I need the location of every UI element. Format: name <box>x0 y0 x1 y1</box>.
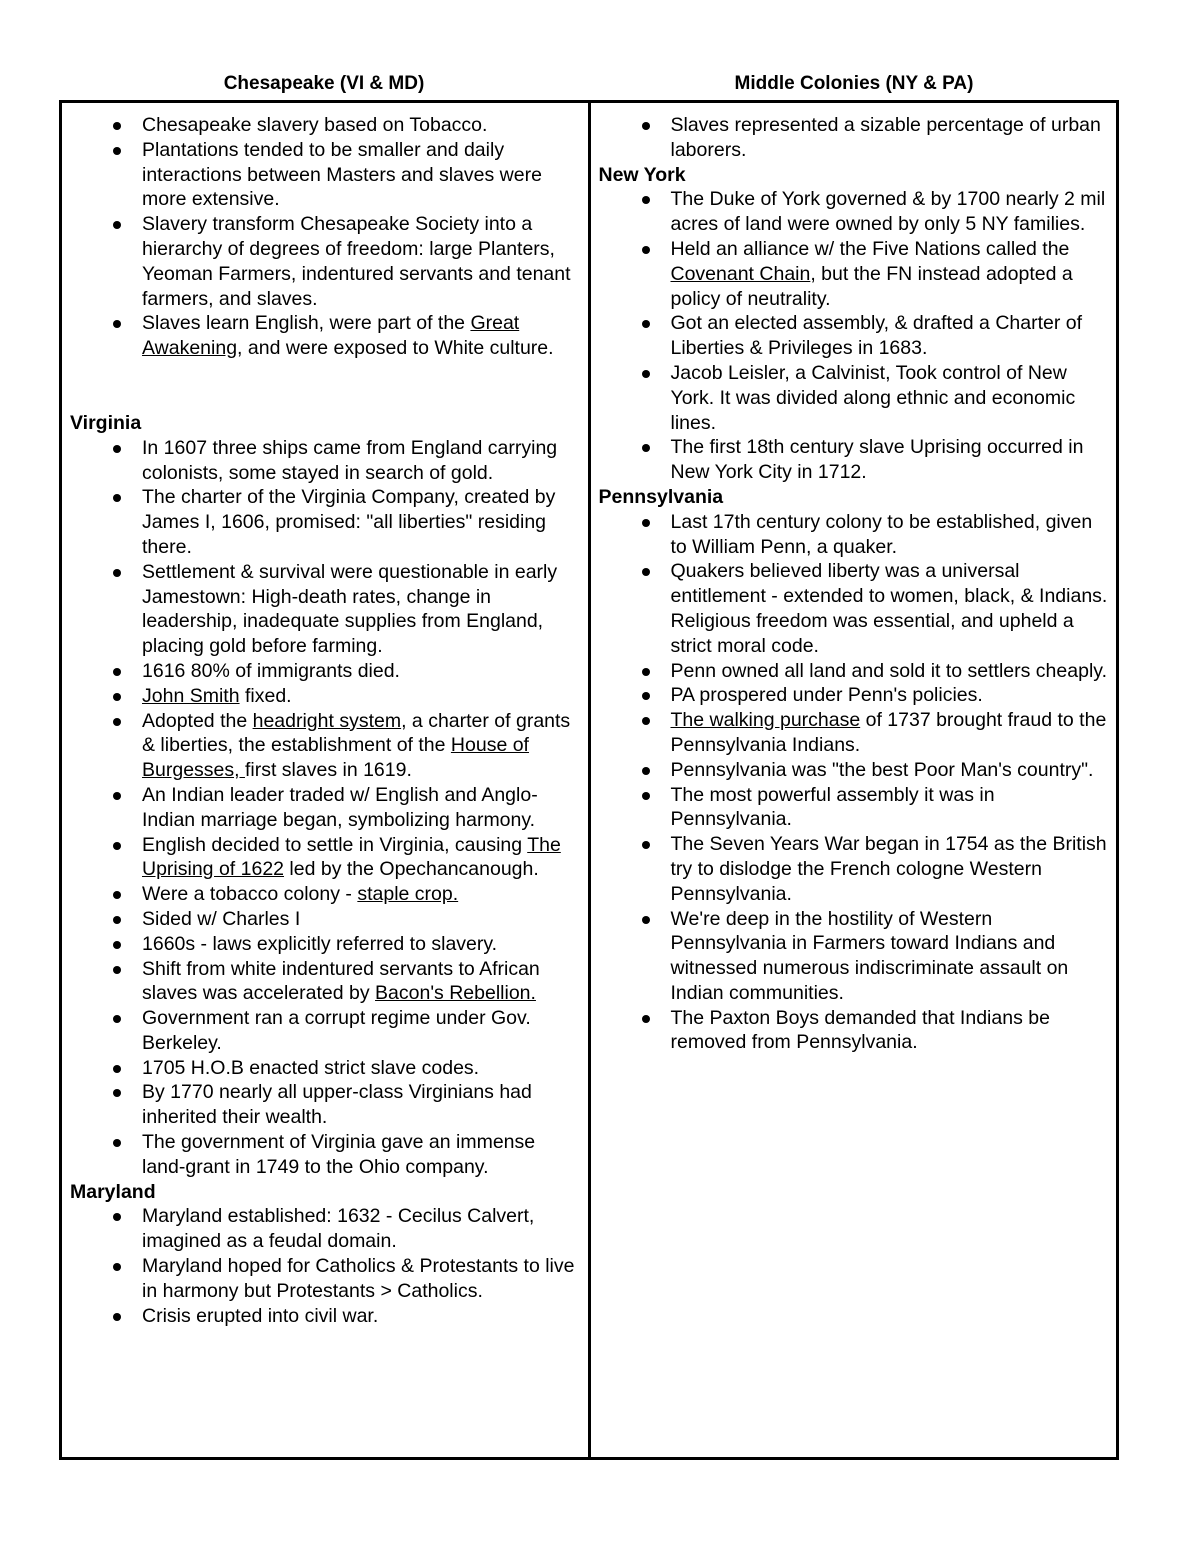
header-chesapeake: Chesapeake (VI & MD) <box>223 73 425 94</box>
middle-colonies-column <box>591 103 1117 1457</box>
list-item: The Duke of York governed & by 1700 nearly 2 mil acres of land were owned by only 5 NY families. <box>599 187 1109 237</box>
text: , but the FN instead adopted a policy of neutrality. <box>670 262 1073 310</box>
middle-intro-list <box>599 113 1109 163</box>
list-item: The first 18th century slave Uprising occurred in New York City in 1712. <box>599 435 1109 485</box>
list-item <box>70 709 580 783</box>
list-item: The Paxton Boys demanded that Indians be removed from Pennsylvania. <box>599 1006 1109 1056</box>
text: Adopted the <box>142 709 253 732</box>
text: of 1737 brought fraud to the Pennsylvania Indians. <box>670 709 1107 756</box>
text: Were a tobacco colony - <box>142 883 358 906</box>
underlined-term: House of Burgesses, <box>142 734 529 782</box>
list-item: The government of Virginia gave an immense land-grant in 1749 to the Ohio company. <box>70 1130 580 1180</box>
chesapeake-column <box>62 103 591 1457</box>
list-item: The most powerful assembly it was in Pennsylvania. <box>599 783 1109 833</box>
list-item: 1705 H.O.B enacted strict slave codes. <box>70 1056 580 1081</box>
list-item <box>70 684 580 709</box>
list-item: The Seven Years War began in 1754 as the British try to dislodge the French cologne Western Pennsylvania. <box>599 832 1109 906</box>
notes-table <box>59 100 1119 1460</box>
list-item: Maryland hoped for Catholics & Protestants to live in harmony but Protestants > Catholics. <box>70 1254 580 1304</box>
text: English decided to settle in Virginia, causing <box>142 833 528 856</box>
list-item: In 1607 three ships came from England carrying colonists, some stayed in search of gold. <box>70 436 580 486</box>
new-york-list <box>599 187 1109 485</box>
list-item: An Indian leader traded w/ English and Anglo-Indian marriage began, symbolizing harmony. <box>70 783 580 833</box>
underlined-term: Bacon's Rebellion. <box>375 982 536 1005</box>
list-item: By 1770 nearly all upper-class Virginians had inherited their wealth. <box>70 1080 580 1130</box>
section-title-virginia: Virginia <box>70 411 142 434</box>
list-item: Quakers believed liberty was a universal entitlement - extended to women, black, & Indians. Religious freedom was essential, and upheld a strict moral code. <box>599 559 1109 658</box>
underlined-term: staple crop. <box>357 883 459 906</box>
list-item: Crisis erupted into civil war. <box>70 1304 580 1329</box>
header-middle-colonies: Middle Colonies (NY & PA) <box>734 73 974 94</box>
list-item: We're deep in the hostility of Western Pennsylvania in Farmers toward Indians and witnessed numerous indiscriminate assault on Indian communities. <box>599 907 1109 1006</box>
text: first slaves in 1619. <box>244 759 412 782</box>
list-item: Got an elected assembly, & drafted a Charter of Liberties & Privileges in 1683. <box>599 311 1109 361</box>
virginia-list <box>70 436 580 1180</box>
text: Slaves learn English, were part of the <box>142 312 471 335</box>
list-item: Jacob Leisler, a Calvinist, Took control of New York. It was divided along ethnic and economic lines. <box>599 361 1109 435</box>
underlined-term: Covenant Chain <box>670 262 811 285</box>
chesapeake-intro-list <box>70 113 580 361</box>
list-item: Sided w/ Charles I <box>70 907 580 932</box>
list-item: Slavery transform Chesapeake Society into a hierarchy of degrees of freedom: large Planters, Yeoman Farmers, indentured servants and tenant farmers, and slaves. <box>70 212 580 311</box>
underlined-term: Great Awakening <box>142 312 520 360</box>
list-item <box>70 833 580 883</box>
text: fixed. <box>239 684 292 707</box>
notes-page <box>59 68 1119 1460</box>
text: , and were exposed to White culture. <box>237 337 554 360</box>
pennsylvania-list <box>599 510 1109 1056</box>
underlined-term: John Smith <box>142 684 240 707</box>
section-title-new-york: New York <box>598 163 686 186</box>
list-item: Pennsylvania was "the best Poor Man's country". <box>599 758 1109 783</box>
text: led by the Opechancanough. <box>284 858 539 881</box>
list-item <box>70 957 580 1007</box>
text: , a charter of grants & liberties, the establishment of the <box>142 709 571 757</box>
list-item: Chesapeake slavery based on Tobacco. <box>70 113 580 138</box>
list-item: Plantations tended to be smaller and daily interactions between Masters and slaves were more extensive. <box>70 138 580 212</box>
list-item: 1616 80% of immigrants died. <box>70 659 580 684</box>
list-item: The charter of the Virginia Company, created by James I, 1606, promised: "all liberties" residing there. <box>70 485 580 559</box>
text: Shift from white indentured servants to African slaves was accelerated by <box>142 957 540 1005</box>
list-item: Settlement & survival were questionable in early Jamestown: High-death rates, change in leadership, inadequate supplies from England, placing gold before farming. <box>70 560 580 659</box>
section-title-maryland: Maryland <box>70 1180 156 1203</box>
list-item: Penn owned all land and sold it to settlers cheaply. <box>599 659 1109 684</box>
list-item <box>599 237 1109 311</box>
list-item: PA prospered under Penn's policies. <box>599 683 1109 708</box>
list-item: 1660s - laws explicitly referred to slavery. <box>70 932 580 957</box>
list-item: Last 17th century colony to be established, given to William Penn, a quaker. <box>599 510 1109 560</box>
underlined-term: The walking purchase <box>670 709 861 732</box>
list-item <box>70 311 580 361</box>
section-title-pennsylvania: Pennsylvania <box>598 485 724 508</box>
text: Held an alliance w/ the Five Nations called the <box>670 237 1070 260</box>
list-item <box>70 882 580 907</box>
list-item <box>599 708 1109 758</box>
column-headers <box>59 68 1119 100</box>
list-item: Maryland established: 1632 - Cecilus Calvert, imagined as a feudal domain. <box>70 1204 580 1254</box>
underlined-term: headright system <box>252 709 402 732</box>
list-item: Slaves represented a sizable percentage of urban laborers. <box>599 113 1109 163</box>
spacer <box>70 361 580 411</box>
list-item: Government ran a corrupt regime under Gov. Berkeley. <box>70 1006 580 1056</box>
maryland-list <box>70 1204 580 1328</box>
underlined-term: The Uprising of 1622 <box>142 833 561 881</box>
